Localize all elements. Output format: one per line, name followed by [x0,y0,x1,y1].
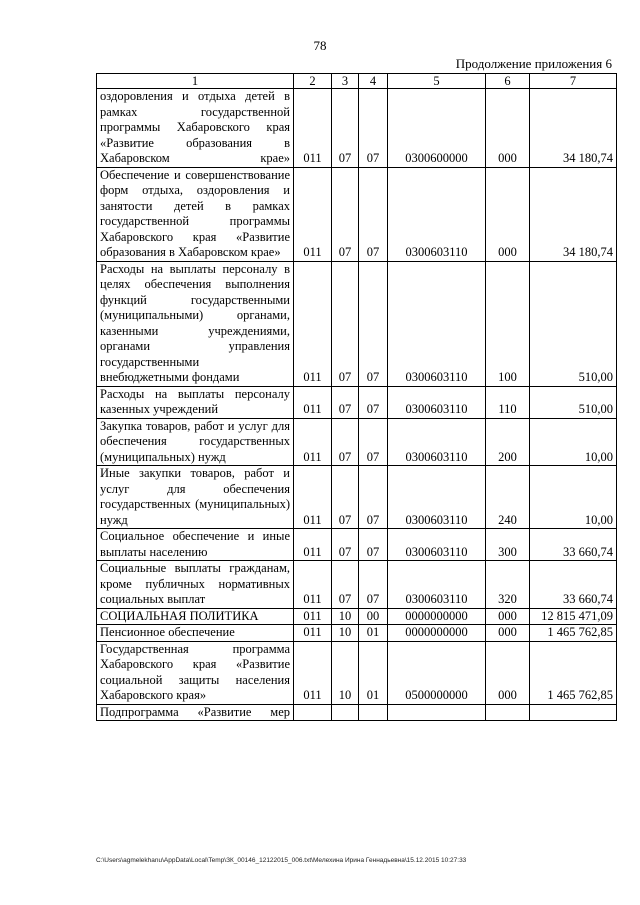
cell-ministry: 011 [294,466,332,529]
cell-amount [530,704,617,721]
cell-subsection: 00 [359,608,388,625]
cell-target: 0300603110 [388,561,486,609]
cell-section: 10 [332,641,359,704]
footer-file-path: C:\Users\agmelekhanu\AppData\Local\Temp\ЗК_00146_12122015_006.txt\Мелехина Ирина Геннадьевна\15.12.2015 10:27:33 [96,857,467,864]
cell-section [332,704,359,721]
cell-amount: 12 815 471,09 [530,608,617,625]
column-header: 7 [530,74,617,89]
cell-ministry: 011 [294,418,332,466]
cell-ministry: 011 [294,608,332,625]
cell-section: 07 [332,561,359,609]
row-name: Государственная программа Хабаровского края «Развитие социальной защиты населения Хабаровского края» [97,641,294,704]
cell-target: 0300600000 [388,89,486,168]
cell-ministry: 011 [294,529,332,561]
cell-subsection: 07 [359,261,388,386]
column-header: 4 [359,74,388,89]
row-name: СОЦИАЛЬНАЯ ПОЛИТИКА [97,608,294,625]
cell-expense-type: 000 [486,89,530,168]
cell-section: 10 [332,625,359,642]
table-row [97,625,617,642]
row-name: Закупка товаров, работ и услуг для обеспечения государственных (муниципальных) нужд [97,418,294,466]
continuation-label: Продолжение приложения 6 [455,56,612,71]
cell-expense-type: 000 [486,167,530,261]
cell-ministry: 011 [294,89,332,168]
cell-expense-type: 000 [486,625,530,642]
page-number: 78 [313,38,327,53]
cell-section: 07 [332,418,359,466]
cell-subsection: 07 [359,89,388,168]
cell-target: 0000000000 [388,625,486,642]
column-header: 5 [388,74,486,89]
row-name: Пенсионное обеспечение [97,625,294,642]
cell-amount: 510,00 [530,261,617,386]
cell-section: 07 [332,89,359,168]
row-name: Расходы на выплаты персоналу в целях обеспечения выполнения функций государственными (муниципальными) органами, казенными учреждениями, органами управления государственными внебюджетными фондами [97,261,294,386]
cell-subsection: 07 [359,386,388,418]
cell-target: 0300603110 [388,418,486,466]
cell-section: 07 [332,167,359,261]
table-row [97,261,617,386]
cell-ministry: 011 [294,261,332,386]
cell-expense-type: 300 [486,529,530,561]
row-name: Обеспечение и совершенствование форм отдыха, оздоровления и занятости детей в рамках государственной программы Хабаровского края «Развитие образования в Хабаровском крае» [97,167,294,261]
cell-section: 10 [332,608,359,625]
row-name: Социальные выплаты гражданам, кроме публичных нормативных социальных выплат [97,561,294,609]
cell-target [388,704,486,721]
table-row [97,89,617,168]
cell-ministry: 011 [294,561,332,609]
cell-expense-type: 200 [486,418,530,466]
cell-amount: 34 180,74 [530,89,617,168]
cell-expense-type: 240 [486,466,530,529]
cell-expense-type: 100 [486,261,530,386]
table-row [97,641,617,704]
cell-expense-type: 000 [486,641,530,704]
cell-ministry: 011 [294,625,332,642]
column-header: 6 [486,74,530,89]
cell-target: 0300603110 [388,386,486,418]
cell-amount: 1 465 762,85 [530,641,617,704]
cell-subsection: 07 [359,167,388,261]
cell-expense-type [486,704,530,721]
cell-section: 07 [332,529,359,561]
table-row [97,529,617,561]
cell-amount: 34 180,74 [530,167,617,261]
cell-section: 07 [332,466,359,529]
column-header: 2 [294,74,332,89]
cell-target: 0300603110 [388,529,486,561]
row-name: Социальное обеспечение и иные выплаты населению [97,529,294,561]
cell-expense-type: 000 [486,608,530,625]
cell-target: 0000000000 [388,608,486,625]
table-row [97,561,617,609]
row-name: Иные закупки товаров, работ и услуг для обеспечения государственных (муниципальных) нужд [97,466,294,529]
row-name: Подпрограмма «Развитие мер [97,704,294,721]
cell-ministry: 011 [294,641,332,704]
row-name: Расходы на выплаты персоналу казенных учреждений [97,386,294,418]
cell-section: 07 [332,261,359,386]
table-row [97,466,617,529]
cell-expense-type: 110 [486,386,530,418]
cell-ministry: 011 [294,386,332,418]
table-row [97,386,617,418]
column-header: 1 [97,74,294,89]
cell-amount: 10,00 [530,466,617,529]
cell-amount: 33 660,74 [530,561,617,609]
cell-target: 0300603110 [388,466,486,529]
row-name: оздоровления и отдыха детей в рамках государственной программы Хабаровского края «Развитие образования в Хабаровском крае» [97,89,294,168]
table-row [97,704,617,721]
cell-target: 0500000000 [388,641,486,704]
cell-subsection: 01 [359,641,388,704]
table-row [97,418,617,466]
cell-subsection: 07 [359,466,388,529]
cell-amount: 510,00 [530,386,617,418]
cell-expense-type: 320 [486,561,530,609]
budget-table [96,73,617,721]
column-header: 3 [332,74,359,89]
cell-target: 0300603110 [388,261,486,386]
cell-subsection: 07 [359,529,388,561]
table-row [97,167,617,261]
cell-amount: 33 660,74 [530,529,617,561]
cell-target: 0300603110 [388,167,486,261]
cell-subsection: 07 [359,561,388,609]
cell-section: 07 [332,386,359,418]
header-row [97,74,617,89]
cell-subsection [359,704,388,721]
cell-ministry: 011 [294,167,332,261]
cell-amount: 10,00 [530,418,617,466]
cell-subsection: 07 [359,418,388,466]
cell-amount: 1 465 762,85 [530,625,617,642]
cell-subsection: 01 [359,625,388,642]
table-row [97,608,617,625]
cell-ministry [294,704,332,721]
